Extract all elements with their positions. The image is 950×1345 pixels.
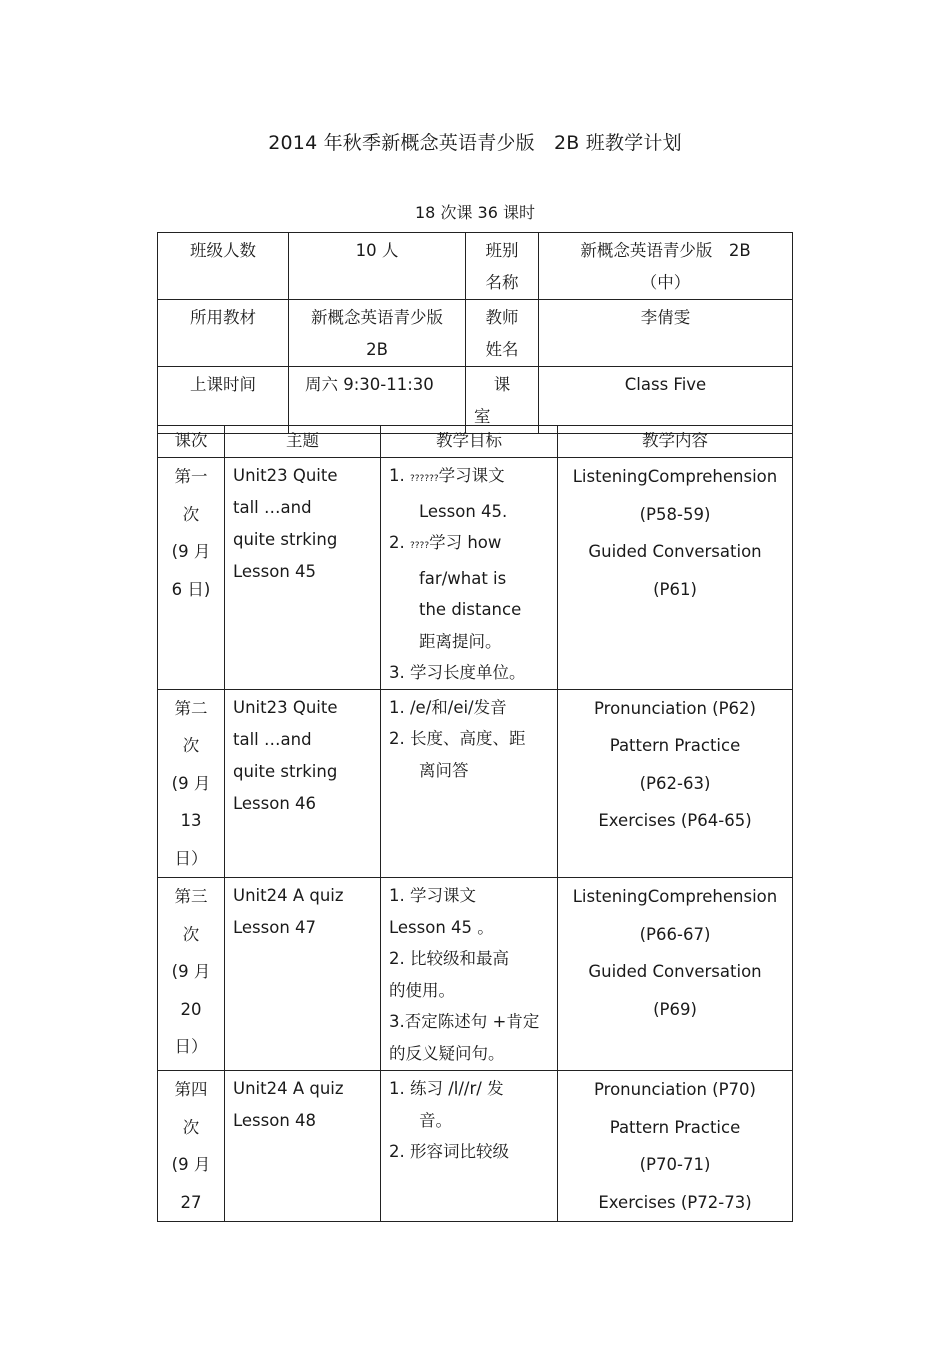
teacher-label-line: 教师: [485, 308, 519, 327]
goal-line: the distance: [419, 600, 522, 619]
room-value: Class Five: [539, 367, 793, 434]
class-name-label: [466, 233, 539, 300]
content-line: (P61): [653, 579, 697, 599]
goal-cell: [381, 689, 558, 878]
topic-line: Unit24 A quiz: [233, 1079, 344, 1098]
topic-cell: [225, 878, 381, 1071]
room-label-line: 室: [474, 407, 491, 426]
session-line: 次: [182, 1117, 200, 1137]
topic-line: Unit23 Quite: [233, 697, 338, 717]
session-line: (9 月: [171, 962, 211, 981]
content-line: (P62-63): [639, 773, 711, 793]
schedule-table: [157, 425, 793, 1222]
content-line: Guided Conversation: [588, 542, 762, 561]
goal-line: 的反义疑问句。: [389, 1043, 505, 1063]
table-row: [158, 1071, 793, 1222]
table-row: [158, 878, 793, 1071]
class-name-value-line: 新概念英语青少版 2B: [580, 241, 751, 260]
session-line: 第三: [174, 887, 208, 906]
goal-line: 1. 学习课文: [389, 886, 476, 905]
header-goal: 教学目标: [381, 426, 558, 458]
content-cell: [558, 689, 793, 878]
content-line: (P66-67): [639, 924, 711, 944]
session-line: (9 月: [171, 1155, 211, 1174]
session-line: 20: [180, 999, 202, 1019]
topic-line: quite strking: [233, 530, 338, 549]
schedule-header-row: [158, 426, 793, 458]
session-cell: [158, 689, 225, 878]
topic-cell: [225, 1071, 381, 1222]
content-line: Pronunciation (P62): [594, 698, 756, 718]
header-topic: 主题: [225, 426, 381, 458]
content-line: (P69): [653, 999, 697, 1019]
goal-line: 1. /e/和/ei/发音: [389, 697, 507, 717]
goal-mark: ????: [410, 541, 430, 551]
header-content: 教学内容: [558, 426, 793, 458]
table-row: [158, 689, 793, 878]
session-line: 次: [182, 736, 200, 755]
class-name-label-line: 班别: [485, 241, 519, 260]
goal-line: far/what is: [419, 568, 507, 588]
goal-line: 3.否定陈述句 +肯定: [389, 1012, 540, 1031]
topic-line: tall …and: [233, 729, 312, 749]
goal-line: 2. 比较级和最高: [389, 949, 509, 968]
goal-cell: [381, 458, 558, 690]
document-title: 2014 年秋季新概念英语青少版 2B 班教学计划: [268, 132, 682, 154]
goal-number: 1.: [389, 466, 410, 485]
class-name-label-line: 名称: [485, 273, 519, 292]
goal-text: 学习课文: [438, 466, 505, 485]
session-cell: [158, 458, 225, 690]
goal-number: 2.: [389, 533, 410, 552]
content-line: Exercises (P64-65): [598, 811, 752, 830]
session-cell: [158, 878, 225, 1071]
header-session: 课次: [158, 426, 225, 458]
topic-line: Lesson 47: [233, 918, 317, 937]
session-line: 次: [182, 924, 200, 944]
topic-cell: [225, 689, 381, 878]
session-line: 13: [180, 811, 202, 830]
topic-line: Unit23 Quite: [233, 466, 338, 485]
class-time-value: 周六 9:30-11:30: [289, 367, 466, 434]
goal-line: 离问答: [419, 760, 469, 780]
session-line: 6 日): [171, 579, 211, 599]
class-info-table: [157, 232, 793, 434]
goal-cell: [381, 1071, 558, 1222]
goal-cell: [381, 878, 558, 1071]
document-subtitle: 18 次课 36 课时: [415, 203, 535, 222]
content-line: Pronunciation (P70): [594, 1080, 756, 1099]
teacher-label-line: 姓名: [485, 340, 519, 359]
session-line: (9 月: [171, 542, 211, 561]
textbook-value-line: 2B: [366, 340, 388, 359]
goal-line: 的使用。: [389, 980, 455, 1000]
goal-line: Lesson 45 。: [389, 917, 494, 937]
session-line: 第二: [174, 698, 208, 718]
class-name-value-line: （中）: [640, 273, 691, 292]
content-line: Exercises (P72-73): [598, 1192, 752, 1212]
session-line: 第四: [174, 1080, 208, 1099]
session-line: 第一: [174, 467, 208, 486]
goal-line: 距离提问。: [419, 631, 502, 651]
session-cell: [158, 1071, 225, 1222]
class-name-value: [539, 233, 793, 300]
goal-line: 音。: [419, 1110, 452, 1130]
content-line: (P58-59): [639, 504, 711, 524]
goal-item: [389, 460, 553, 496]
topic-line: Lesson 45: [233, 562, 317, 581]
content-cell: [558, 878, 793, 1071]
goal-line: 2. 长度、高度、距: [389, 729, 526, 748]
goal-line: 1. 练习 /l//r/ 发: [389, 1079, 504, 1098]
table-row: [158, 458, 793, 690]
topic-line: Lesson 48: [233, 1111, 317, 1130]
content-cell: [558, 458, 793, 690]
session-line: (9 月: [171, 773, 211, 793]
teacher-label: [466, 300, 539, 367]
content-line: Guided Conversation: [588, 962, 762, 981]
content-cell: [558, 1071, 793, 1222]
content-line: Pattern Practice: [609, 1117, 741, 1137]
goal-text: 学习 how: [429, 533, 502, 552]
topic-line: Lesson 46: [233, 793, 317, 813]
class-size-label: 班级人数: [158, 233, 289, 300]
goal-line: 3. 学习长度单位。: [389, 663, 526, 682]
session-line: 日）: [174, 848, 208, 868]
topic-line: quite strking: [233, 761, 338, 781]
class-size-value: 10 人: [289, 233, 466, 300]
room-label: [466, 367, 539, 434]
teacher-value: 李倩雯: [539, 300, 793, 367]
session-line: 日）: [174, 1037, 208, 1056]
goal-line: 2. 形容词比较级: [389, 1142, 509, 1161]
content-line: ListeningComprehension: [572, 887, 778, 906]
topic-line: Unit24 A quiz: [233, 886, 344, 905]
content-line: ListeningComprehension: [572, 467, 778, 486]
session-line: 27: [180, 1192, 202, 1212]
goal-item: [389, 527, 553, 563]
content-line: (P70-71): [639, 1155, 711, 1174]
topic-cell: [225, 458, 381, 690]
goal-mark: ??????: [410, 474, 439, 484]
goal-line: Lesson 45.: [419, 501, 508, 521]
content-line: Pattern Practice: [609, 736, 741, 755]
topic-line: tall …and: [233, 498, 312, 517]
textbook-value-line: 新概念英语青少版: [311, 308, 443, 327]
textbook-value: [289, 300, 466, 367]
session-line: 次: [182, 504, 200, 524]
class-time-label: 上课时间: [158, 367, 289, 434]
room-label-line: 课: [493, 375, 511, 394]
textbook-label: 所用教材: [158, 300, 289, 367]
